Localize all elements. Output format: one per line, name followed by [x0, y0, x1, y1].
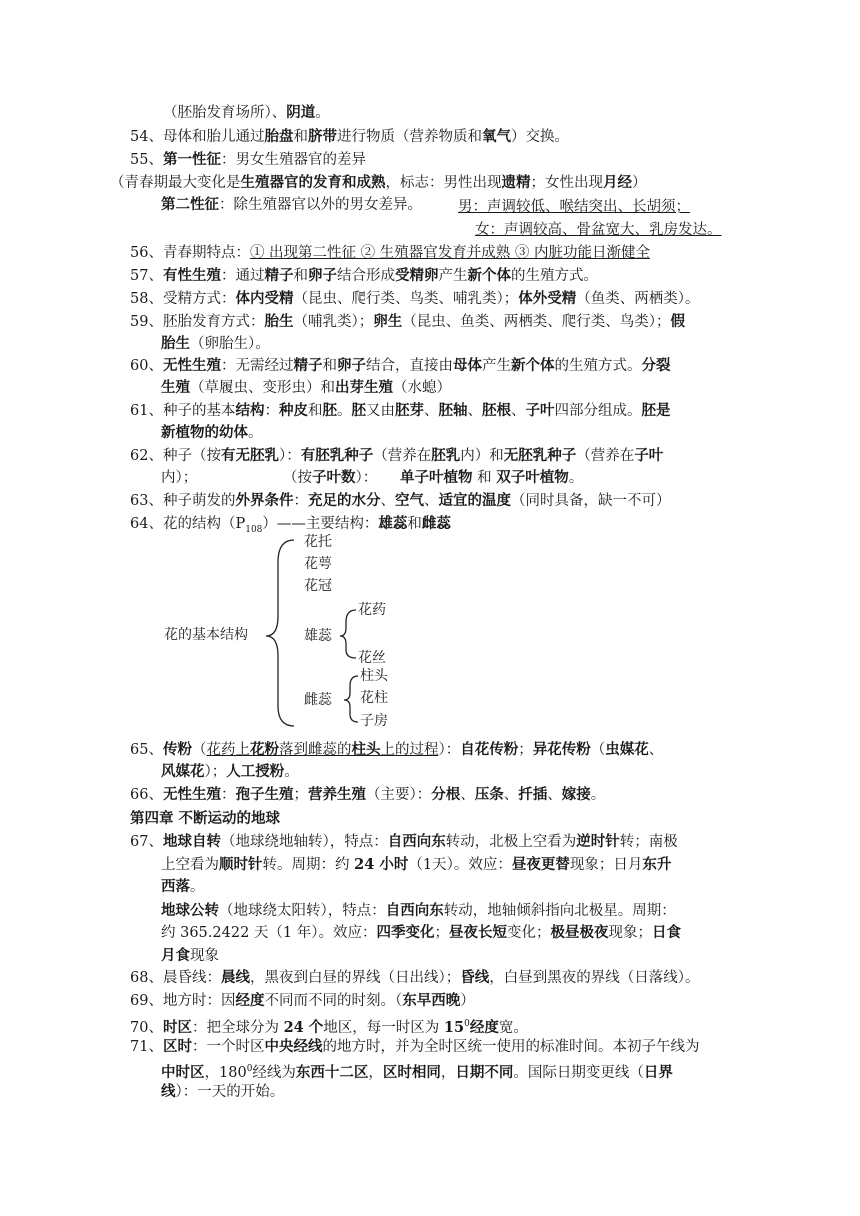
- text-run: （卵胎生）。: [190, 336, 270, 352]
- text-run: 单子叶植物: [400, 469, 473, 486]
- text-run: 子叶数: [312, 469, 356, 486]
- text-run: 顺时针: [219, 856, 263, 873]
- text-run: 昼夜长短: [449, 924, 507, 941]
- text-run: 、: [510, 403, 526, 419]
- text-run: 月经: [603, 174, 632, 191]
- text-line: [161, 1060, 673, 1082]
- text-run: ）：: [278, 448, 301, 464]
- text-run: 结构: [235, 402, 265, 419]
- text-run: ；: [518, 742, 533, 758]
- text-line: [283, 469, 377, 487]
- text-run: 胚: [322, 402, 337, 419]
- text-run: 双子叶植物: [496, 469, 569, 486]
- text-run: ）；: [204, 764, 227, 780]
- text-run: 适宜的温度: [438, 492, 511, 509]
- text-run: 第二性征: [161, 196, 219, 213]
- text-run: （地球绕太阳转），特点：: [219, 903, 386, 919]
- text-run: ，180: [204, 1064, 247, 1081]
- text-run: 落到雌蕊的: [278, 742, 352, 758]
- text-run: ）交换。: [510, 129, 569, 145]
- text-run: 精子: [293, 357, 323, 374]
- text-run: 、: [648, 742, 664, 758]
- stamen-brace: [340, 610, 356, 658]
- text-run: 日界: [643, 1063, 673, 1081]
- text-run: 胎生: [161, 335, 190, 352]
- text-run: ）：: [355, 470, 378, 486]
- text-run: 55、: [130, 152, 163, 168]
- text-run: 压条: [474, 786, 504, 803]
- text-run: 。: [336, 403, 352, 419]
- text-run: 54、母体和胎儿通过: [130, 129, 265, 145]
- text-run: 胚乳: [431, 447, 461, 464]
- text-run: 63、种子萌发的: [130, 493, 236, 509]
- text-line: [130, 1015, 528, 1037]
- text-run: 。: [590, 787, 606, 803]
- text-run: ）——主要结构：: [262, 516, 379, 532]
- text-run: 上的过程: [380, 742, 439, 758]
- text-run: 。: [315, 105, 330, 121]
- text-run: 、: [423, 493, 439, 509]
- text-run: ① 出现第二性征 ② 生殖器官发育并成熟 ③ 内脏功能日渐健全: [249, 245, 650, 261]
- text-run: ：除生殖器官以外的男女差异。: [219, 197, 422, 213]
- text-run: 氧气: [481, 128, 511, 145]
- text-run: 64、花的结构（P: [130, 516, 246, 532]
- text-line: [161, 856, 671, 874]
- text-run: 61、种子的基本: [130, 403, 236, 419]
- main-brace: [266, 540, 294, 726]
- text-run: 60、: [130, 358, 163, 374]
- text-run: ，黑夜到白昼的界线（日出线）；: [249, 970, 461, 986]
- text-run: 71、: [130, 1039, 163, 1055]
- text-line: [161, 763, 299, 781]
- text-run: 产生: [481, 358, 511, 374]
- text-run: 转动，北极上空看为: [445, 834, 577, 850]
- text-line: [130, 313, 685, 331]
- text-run: 24 个: [283, 1018, 324, 1036]
- text-run: 花粉: [249, 741, 279, 758]
- text-run: 0: [464, 1019, 470, 1029]
- text-run: 62、种子（按: [130, 448, 221, 464]
- text-run: 108: [245, 524, 263, 535]
- text-run: 和: [472, 470, 497, 486]
- text-run: 母体: [452, 357, 482, 374]
- text-run: 65、: [130, 742, 163, 758]
- text-run: 有无胚乳: [220, 447, 279, 464]
- text-run: 转。周期：约: [262, 857, 355, 873]
- text-run: 子叶: [634, 447, 664, 464]
- text-run: 约 365.2422 天（1 年）。效应：: [161, 925, 377, 941]
- text-line: [130, 992, 475, 1010]
- text-run: 、: [503, 787, 519, 803]
- text-run: 新植物的幼体: [161, 424, 248, 441]
- text-run: 。: [248, 425, 263, 441]
- text-line: [130, 833, 678, 851]
- text-run: ：无需经过: [220, 358, 294, 374]
- text-run: 胎盘: [264, 128, 294, 145]
- text-run: 69、地方时：因: [130, 993, 236, 1009]
- text-run: 58、受精方式：: [130, 291, 236, 307]
- text-run: 时区: [162, 1018, 192, 1036]
- text-run: 区时: [162, 1038, 192, 1055]
- text-run: ，: [368, 1064, 383, 1081]
- text-run: ；女性出现: [530, 175, 603, 191]
- text-run: 56、青春期特点：: [130, 245, 250, 261]
- stigma-label: 柱头: [360, 668, 388, 684]
- text-run: ：: [220, 787, 236, 803]
- text-run: 阴道: [286, 104, 316, 121]
- text-run: （胚胎发育场所）、: [163, 105, 287, 121]
- text-run: 转动，地轴倾斜指向北极星。周期：: [443, 903, 676, 919]
- text-run: （: [191, 742, 207, 758]
- text-run: 西落: [161, 878, 190, 895]
- text-run: 线: [161, 1083, 176, 1100]
- text-run: 体内受精: [235, 290, 294, 307]
- text-run: ：把全球分为: [191, 1019, 284, 1036]
- text-run: 中央经线: [264, 1038, 323, 1055]
- text-run: 自西向东: [385, 902, 444, 919]
- text-run: 花药上: [206, 742, 250, 758]
- text-run: ）：一天的开始。: [175, 1084, 285, 1100]
- text-run: 晨线: [220, 969, 250, 986]
- text-run: 分裂: [641, 357, 671, 374]
- text-run: 脐带: [307, 128, 337, 145]
- text-run: ：一个时区: [191, 1039, 265, 1055]
- text-run: 新个体: [467, 267, 511, 284]
- text-run: 生殖器官的发育和成熟: [240, 174, 386, 191]
- text-run: 产生: [438, 268, 468, 284]
- text-run: 67、: [130, 834, 163, 850]
- flower-structure-diagram: [160, 532, 420, 737]
- text-run: 月食: [161, 947, 190, 964]
- text-run: 充足的水分: [307, 492, 381, 509]
- text-run: 日食: [652, 924, 681, 941]
- text-run: 雌蕊: [421, 515, 451, 532]
- text-run: 。: [568, 470, 584, 486]
- anther-label: 花药: [358, 602, 386, 618]
- text-run: 柱头: [351, 741, 381, 758]
- text-run: 东西十二区: [295, 1063, 369, 1081]
- text-run: 区时相同: [382, 1063, 441, 1081]
- text-line: [475, 221, 722, 239]
- text-line: [130, 969, 699, 987]
- text-run: 地区，每一时区为: [323, 1019, 444, 1036]
- text-run: （鱼类、两栖类）。: [576, 291, 700, 307]
- text-run: 人工授粉: [226, 763, 285, 780]
- text-run: 外界条件: [235, 492, 294, 509]
- text-run: 种皮: [278, 402, 308, 419]
- text-run: ，标志：男性出现: [385, 175, 502, 191]
- text-run: 现象: [190, 948, 219, 964]
- text-run: 遗精: [501, 174, 531, 191]
- text-run: 卵子: [307, 267, 337, 284]
- text-run: 和: [293, 129, 308, 145]
- text-line: [130, 357, 670, 375]
- receptacle-label: 花托: [304, 534, 332, 550]
- text-run: 又由: [365, 403, 395, 419]
- text-run: 女：声调较高、骨盆宽大、乳房发达。: [475, 222, 722, 238]
- text-run: 无性生殖: [162, 786, 221, 803]
- text-run: 宽。: [498, 1019, 528, 1036]
- text-run: 现象；日月: [569, 857, 643, 873]
- text-run: （昆虫、鱼类、两栖类、爬行类、鸟类）；: [402, 314, 671, 330]
- text-run: 假: [670, 313, 685, 330]
- text-run: 出芽生殖: [335, 379, 393, 396]
- text-run: 卵生: [373, 313, 403, 330]
- text-run: 有性生殖: [162, 267, 221, 284]
- text-run: 中时区: [161, 1063, 205, 1081]
- text-run: 内）；: [161, 470, 198, 486]
- text-run: 胚轴: [438, 402, 468, 419]
- text-run: 胎生: [264, 313, 294, 330]
- text-line: [458, 198, 690, 216]
- text-run: 15: [443, 1018, 465, 1036]
- text-line: [130, 267, 598, 285]
- text-run: ：男女生殖器官的差异: [220, 152, 366, 168]
- text-run: 转；南极: [619, 834, 678, 850]
- text-run: 地球自转: [162, 833, 221, 850]
- text-run: 子叶: [525, 402, 555, 419]
- text-run: 虫媒花: [605, 741, 649, 758]
- text-run: 扦插: [518, 786, 548, 803]
- text-run: 风媒花: [161, 763, 205, 780]
- text-run: 东升: [642, 856, 672, 873]
- text-line: [161, 878, 205, 896]
- text-run: ，: [440, 1064, 456, 1081]
- text-run: 和: [293, 268, 308, 284]
- text-run: （水螅）: [393, 380, 451, 396]
- text-run: ）: [460, 993, 475, 1009]
- ovary-label: 子房: [360, 713, 388, 729]
- text-run: 孢子生殖: [235, 786, 294, 803]
- text-run: ，白昼到黑夜的界线（日落线）。: [489, 970, 700, 986]
- text-line: [130, 447, 663, 465]
- text-run: 生殖: [161, 379, 190, 396]
- text-run: 和: [407, 516, 422, 532]
- text-run: ：通过: [220, 268, 265, 284]
- text-run: 雄蕊: [378, 515, 408, 532]
- style-label: 花柱: [360, 690, 388, 706]
- text-run: 的生殖方式。: [554, 358, 642, 374]
- text-run: 精子: [264, 267, 294, 284]
- text-line: [161, 924, 681, 942]
- text-run: 70、: [130, 1019, 163, 1036]
- text-line: [130, 402, 670, 420]
- text-run: 第四章 不断运动的地球: [130, 810, 281, 827]
- text-run: ）：: [438, 742, 461, 758]
- text-run: 极昼极夜: [550, 924, 609, 941]
- corolla-label: 花冠: [304, 578, 332, 594]
- text-line: [161, 469, 197, 487]
- text-run: 无胚乳种子: [503, 447, 577, 464]
- text-run: 有胚乳种子: [300, 447, 374, 464]
- text-run: 24 小时: [354, 856, 409, 873]
- text-run: （按: [283, 470, 312, 486]
- text-run: 。国际日期变更线（: [513, 1064, 644, 1081]
- text-run: 。: [190, 879, 205, 895]
- text-run: （营养在: [373, 448, 432, 464]
- text-line: [130, 492, 670, 510]
- text-run: 经度: [469, 1018, 499, 1036]
- text-run: 自西向东: [387, 833, 446, 850]
- text-line: [130, 810, 280, 828]
- text-line: [161, 902, 676, 920]
- filament-label: 花丝: [358, 650, 386, 666]
- text-run: 59、胚胎发育方式：: [130, 314, 265, 330]
- text-run: 地球公转: [161, 902, 219, 919]
- text-line: [400, 469, 583, 487]
- text-line: [163, 104, 330, 122]
- text-run: 0: [246, 1064, 253, 1074]
- text-run: 的地方时，并为全时区统一使用的标准时间。本初子午线为: [322, 1039, 700, 1055]
- text-run: （营养在: [576, 448, 635, 464]
- text-run: 营养生殖: [307, 786, 366, 803]
- text-line: [161, 379, 451, 397]
- text-line: [130, 151, 366, 169]
- text-line: [130, 128, 569, 146]
- text-run: 、: [423, 403, 439, 419]
- text-run: 、: [547, 787, 562, 803]
- text-run: ）: [632, 175, 647, 191]
- text-line: [161, 1083, 284, 1101]
- text-run: 逆时针: [576, 833, 620, 850]
- text-run: 昼夜更替: [511, 856, 570, 873]
- text-run: 、: [467, 403, 482, 419]
- text-line: [130, 244, 650, 262]
- text-run: 、: [460, 787, 475, 803]
- text-run: 空气: [394, 492, 424, 509]
- text-run: 经线为: [252, 1064, 296, 1081]
- text-run: 结合形成: [336, 268, 395, 284]
- text-run: 变化；: [507, 925, 551, 941]
- text-run: 胚是: [641, 402, 671, 419]
- text-run: 不同而不同的时刻。（: [264, 993, 403, 1009]
- text-run: 、: [380, 493, 395, 509]
- text-run: 四季变化: [376, 924, 435, 941]
- text-run: 嫁接: [561, 786, 591, 803]
- text-run: 57、: [130, 268, 163, 284]
- text-run: ；: [293, 787, 308, 803]
- pistil-label: 雌蕊: [304, 692, 332, 708]
- text-run: 经度: [235, 992, 265, 1009]
- text-line: [161, 196, 422, 214]
- text-run: （同时具备，缺一不可）: [510, 493, 671, 509]
- text-run: （草履虫、变形虫）和: [190, 380, 335, 396]
- text-run: 分根: [431, 786, 461, 803]
- text-run: 传粉: [162, 741, 192, 758]
- text-run: （: [590, 742, 606, 758]
- text-line: [110, 174, 647, 192]
- text-run: 日期不同: [455, 1063, 514, 1081]
- text-line: [130, 290, 699, 308]
- text-line: [130, 786, 605, 804]
- text-line: [161, 335, 270, 353]
- text-run: 内）和: [460, 448, 504, 464]
- pistil-brace: [344, 676, 358, 722]
- text-run: 66、: [130, 787, 163, 803]
- text-run: 结合，直接由: [365, 358, 453, 374]
- text-run: 胚芽: [394, 402, 424, 419]
- text-run: 的生殖方式。: [510, 268, 598, 284]
- text-line: [161, 424, 263, 442]
- text-run: 和: [322, 358, 337, 374]
- text-run: 进行物质（营养物质和: [336, 129, 482, 145]
- stamen-label: 雄蕊: [304, 628, 332, 644]
- text-run: 昏线: [460, 969, 490, 986]
- text-run: 无性生殖: [162, 357, 221, 374]
- text-line: [130, 741, 663, 759]
- text-run: 上空看为: [161, 857, 219, 873]
- text-line: [161, 947, 219, 965]
- text-run: （地球绕地轴转），特点：: [220, 834, 388, 850]
- text-run: 现象；: [608, 925, 652, 941]
- text-run: （青春期最大变化是: [110, 175, 241, 191]
- text-run: 自花传粉: [460, 741, 519, 758]
- text-run: 胚根: [481, 402, 511, 419]
- text-run: 胚: [351, 402, 366, 419]
- text-run: 卵子: [336, 357, 366, 374]
- text-run: 体外受精: [518, 290, 577, 307]
- text-run: 男：声调较低、喉结突出、长胡须；: [458, 199, 690, 215]
- text-run: 第一性征: [162, 151, 221, 168]
- text-run: 异花传粉: [532, 741, 591, 758]
- text-run: （昆虫、爬行类、鸟类、哺乳类）；: [293, 291, 519, 307]
- text-run: 新个体: [510, 357, 555, 374]
- text-line: [130, 1038, 699, 1056]
- text-run: 受精卵: [394, 267, 439, 284]
- text-run: （1天）。效应：: [408, 857, 512, 873]
- text-run: ：: [293, 493, 308, 509]
- text-run: （哺乳类）；: [293, 314, 374, 330]
- diagram-root-label: 花的基本结构: [164, 627, 248, 643]
- text-run: ；: [434, 925, 449, 941]
- text-run: ：: [264, 403, 279, 419]
- text-run: 东早西晚: [402, 992, 461, 1009]
- text-run: （主要）：: [365, 787, 432, 803]
- text-run: 和: [307, 403, 323, 419]
- sepal-label: 花萼: [304, 556, 332, 572]
- text-run: 四部分组成。: [554, 403, 642, 419]
- text-run: 。: [284, 764, 299, 780]
- text-run: 68、晨昏线：: [130, 970, 221, 986]
